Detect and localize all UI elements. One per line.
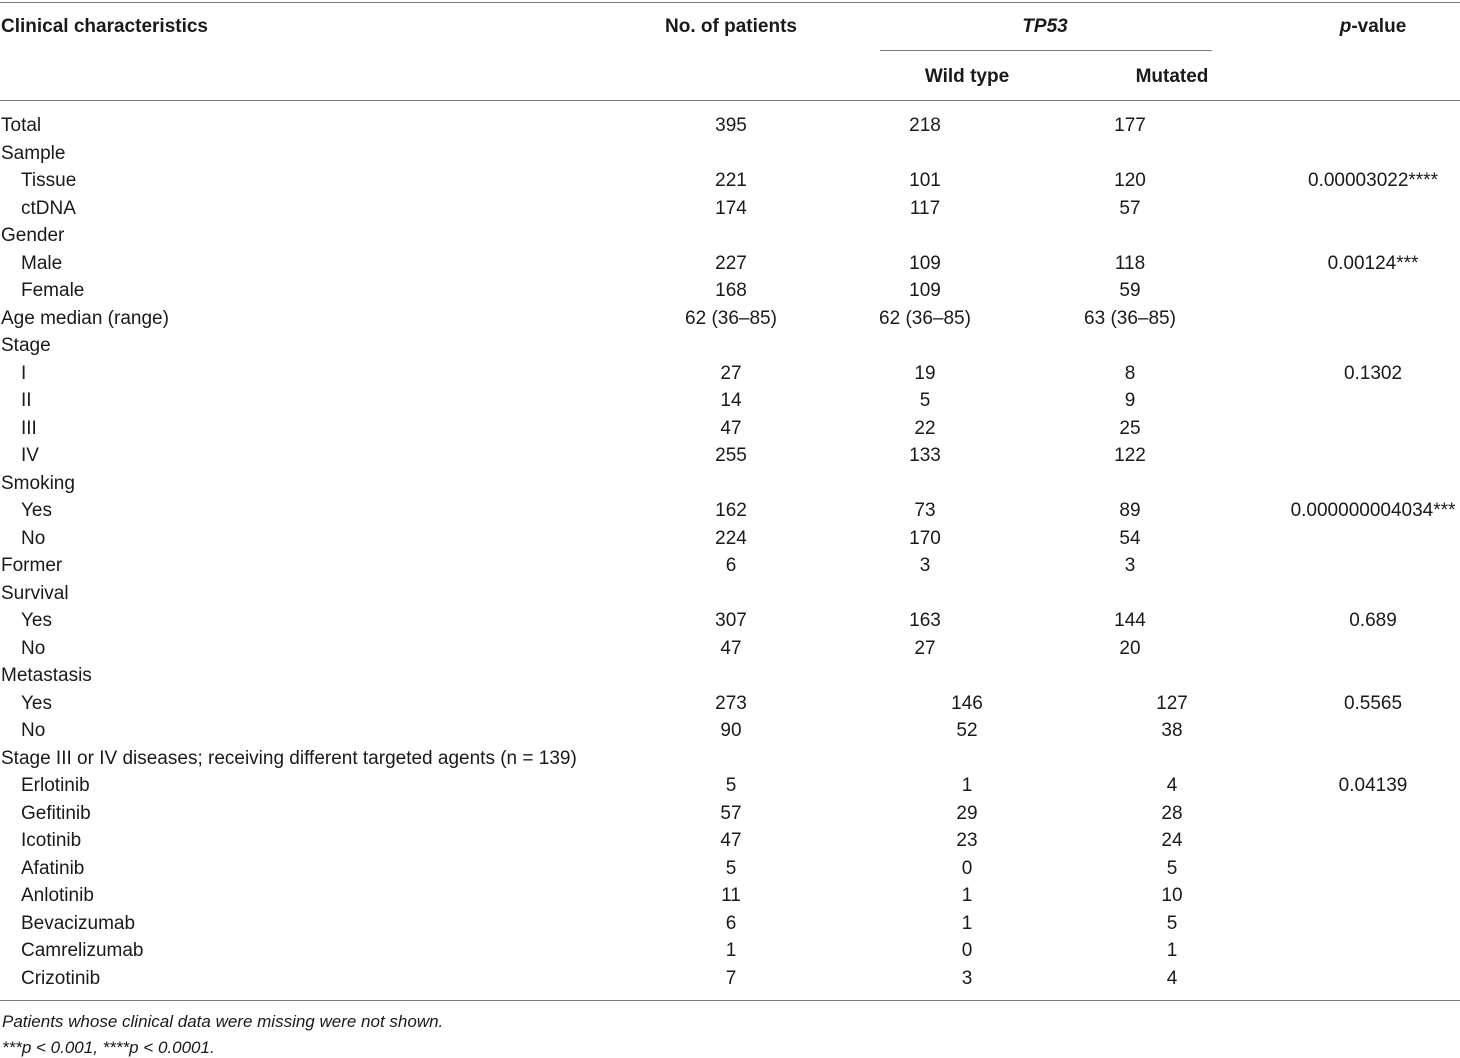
cell-pvalue: 0.00124*** — [1327, 252, 1419, 274]
cell-wild-type: 109 — [909, 280, 941, 301]
cell-patients: 5 — [725, 857, 737, 879]
cell-patients: 395 — [715, 115, 747, 136]
cell-wild-type: 133 — [909, 445, 941, 466]
cell-mutated: 5 — [1166, 857, 1178, 879]
row-label: Gefitinib — [21, 802, 91, 824]
cell-patients: 11 — [721, 885, 741, 906]
cell-patients: 162 — [715, 500, 747, 521]
cell-patients: 14 — [720, 390, 742, 411]
row-label: Female — [21, 280, 85, 301]
cell-mutated: 144 — [1114, 610, 1146, 631]
cell-wild-type: 73 — [914, 500, 936, 521]
header-pvalue: p-value — [1339, 16, 1407, 37]
cell-wild-type: 218 — [909, 115, 941, 136]
row-label: Total — [1, 115, 42, 136]
cell-patients: 174 — [715, 197, 747, 219]
cell-wild-type: 0 — [961, 857, 973, 879]
cell-patients: 47 — [720, 830, 742, 851]
cell-mutated: 59 — [1119, 280, 1141, 301]
cell-wild-type: 23 — [956, 830, 978, 851]
cell-wild-type: 146 — [951, 692, 983, 714]
row-label: II — [21, 390, 32, 411]
cell-mutated: 8 — [1124, 362, 1136, 384]
row-label: Tissue — [21, 170, 77, 191]
row-label: Bevacizumab — [21, 912, 136, 934]
header-gene: TP53 — [1022, 16, 1068, 37]
footnote-missing: Patients whose clinical data were missing were not shown. — [2, 1012, 444, 1031]
gene-group-rule — [880, 50, 1212, 51]
cell-wild-type: 3 — [919, 555, 931, 576]
cell-wild-type: 1 — [961, 912, 973, 934]
row-label: Gender — [1, 225, 65, 246]
cell-patients: 227 — [715, 252, 747, 274]
cell-mutated: 3 — [1124, 555, 1136, 576]
row-label: ctDNA — [21, 197, 76, 219]
cell-wild-type: 117 — [909, 197, 941, 219]
cell-patients: 273 — [715, 692, 747, 714]
cell-patients: 57 — [720, 802, 742, 824]
row-label: No — [21, 720, 46, 741]
footnote-significance: ***p < 0.001, ****p < 0.0001. — [2, 1038, 215, 1057]
cell-wild-type: 1 — [961, 775, 973, 796]
top-rule — [0, 2, 1460, 3]
cell-mutated: 54 — [1119, 527, 1141, 549]
row-label: No — [21, 527, 46, 549]
cell-patients: 6 — [725, 555, 737, 576]
cell-wild-type: 19 — [914, 362, 936, 384]
cell-wild-type: 101 — [909, 170, 941, 191]
cell-patients: 221 — [715, 170, 747, 191]
cell-wild-type: 27 — [914, 637, 936, 659]
cell-mutated: 118 — [1114, 252, 1146, 274]
cell-mutated: 4 — [1166, 775, 1178, 796]
row-label: Stage — [1, 335, 51, 356]
cell-mutated: 127 — [1156, 692, 1188, 714]
cell-wild-type: 29 — [956, 802, 978, 824]
row-label: Erlotinib — [21, 775, 90, 796]
row-label: Age median (range) — [1, 307, 169, 329]
cell-mutated: 28 — [1161, 802, 1183, 824]
header-characteristics: Clinical characteristics — [1, 16, 208, 37]
cell-patients: 90 — [720, 720, 742, 741]
row-label: Survival — [1, 582, 69, 604]
cell-mutated: 20 — [1119, 637, 1141, 659]
cell-patients: 307 — [715, 610, 747, 631]
row-label: Yes — [21, 500, 52, 521]
cell-mutated: 120 — [1114, 170, 1146, 191]
cell-mutated: 1 — [1166, 940, 1178, 961]
cell-patients: 1 — [725, 940, 737, 961]
cell-pvalue: 0.000000004034*** — [1290, 500, 1456, 521]
row-label: IV — [21, 445, 39, 466]
cell-mutated: 177 — [1114, 115, 1146, 136]
cell-pvalue: 0.00003022**** — [1308, 170, 1438, 191]
row-label: Crizotinib — [21, 967, 101, 989]
cell-patients: 27 — [720, 362, 742, 384]
cell-wild-type: 3 — [961, 967, 973, 989]
row-label: Former — [1, 555, 63, 576]
cell-mutated: 89 — [1119, 500, 1141, 521]
cell-wild-type: 0 — [961, 940, 973, 961]
row-label: Anlotinib — [21, 885, 94, 906]
row-label: Yes — [21, 692, 52, 714]
row-label: Smoking — [1, 472, 75, 494]
row-label: Stage III or IV diseases; receiving different targeted agents (n = 139) — [1, 747, 577, 769]
cell-wild-type: 109 — [909, 252, 941, 274]
cell-mutated: 57 — [1119, 197, 1141, 219]
cell-patients: 7 — [725, 967, 737, 989]
cell-wild-type: 163 — [909, 610, 941, 631]
row-label: III — [21, 417, 37, 439]
cell-mutated: 9 — [1124, 390, 1136, 411]
cell-patients: 168 — [715, 280, 747, 301]
cell-patients: 47 — [720, 637, 742, 659]
cell-wild-type: 22 — [914, 417, 936, 439]
cell-pvalue: 0.5565 — [1343, 692, 1403, 714]
cell-mutated: 10 — [1161, 885, 1183, 906]
header-patients: No. of patients — [665, 16, 797, 37]
cell-mutated: 5 — [1166, 912, 1178, 934]
cell-pvalue: 0.689 — [1349, 610, 1397, 631]
cell-wild-type: 62 (36–85) — [879, 307, 971, 329]
cell-mutated: 25 — [1119, 417, 1141, 439]
cell-patients: 6 — [725, 912, 737, 934]
cell-wild-type: 170 — [909, 527, 941, 549]
cell-pvalue: 0.04139 — [1338, 775, 1408, 796]
cell-wild-type: 1 — [961, 885, 973, 906]
row-label: Afatinib — [21, 857, 85, 879]
row-label: Camrelizumab — [21, 940, 144, 961]
row-label: Yes — [21, 610, 52, 631]
cell-wild-type: 52 — [956, 720, 978, 741]
header-rule — [0, 100, 1460, 101]
header-mutated: Mutated — [1135, 66, 1209, 87]
cell-patients: 62 (36–85) — [685, 307, 777, 329]
row-label: Male — [21, 252, 63, 274]
cell-patients: 47 — [720, 417, 742, 439]
cell-patients: 5 — [725, 775, 737, 796]
row-label: No — [21, 637, 46, 659]
cell-mutated: 122 — [1114, 445, 1146, 466]
row-label: Metastasis — [1, 665, 92, 686]
row-label: Sample — [1, 142, 66, 164]
cell-pvalue: 0.1302 — [1343, 362, 1403, 384]
bottom-rule — [0, 1000, 1460, 1001]
cell-wild-type: 5 — [919, 390, 931, 411]
cell-mutated: 38 — [1161, 720, 1183, 741]
cell-patients: 224 — [715, 527, 747, 549]
cell-mutated: 24 — [1161, 830, 1183, 851]
cell-mutated: 4 — [1166, 967, 1178, 989]
cell-mutated: 63 (36–85) — [1084, 307, 1176, 329]
row-label: Icotinib — [21, 830, 82, 851]
row-label: I — [21, 362, 27, 384]
header-wild-type: Wild type — [924, 66, 1010, 87]
cell-patients: 255 — [715, 445, 747, 466]
